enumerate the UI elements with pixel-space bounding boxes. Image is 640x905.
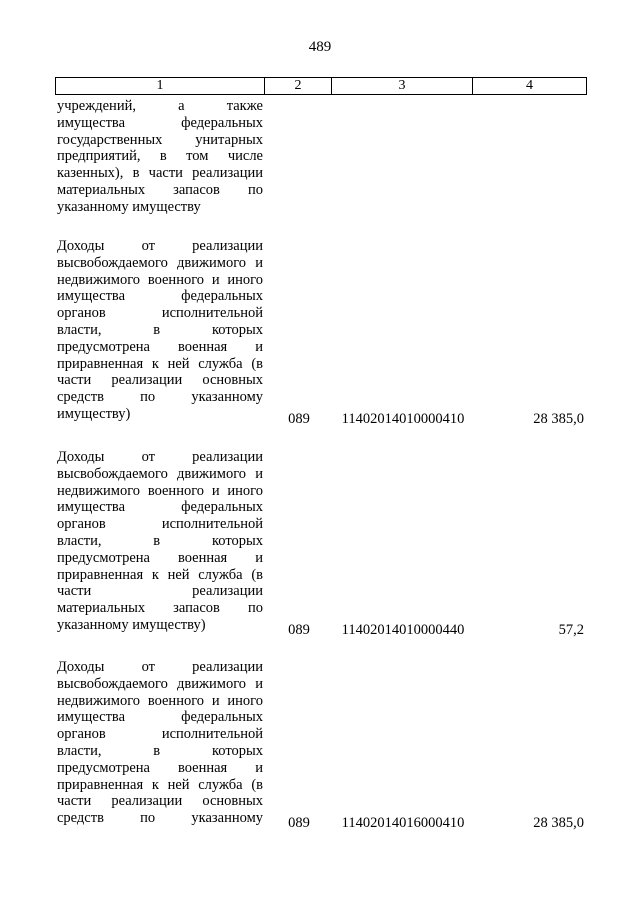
description-line: казенных), в части реализации [57, 165, 263, 182]
budget-classification-code: 11402014010000440 [341, 622, 465, 638]
description-line: недвижимого военного и иного [57, 482, 263, 499]
description-line: предусмотрена военная и [57, 338, 263, 355]
description-line: указанному имуществу [57, 198, 201, 215]
description-line: части реализации основных [57, 793, 263, 810]
description-line: власти, в которых [57, 532, 263, 549]
description-line: имущества федеральных [57, 499, 263, 516]
description-line: органов исполнительной [57, 516, 263, 533]
description-line: имущества федеральных [57, 709, 263, 726]
description-line: недвижимого военного и иного [57, 271, 263, 288]
column-header-4: 4 [473, 78, 587, 95]
budget-classification-code: 11402014016000410 [341, 815, 465, 831]
admin-code: 089 [288, 815, 310, 831]
description-line: имущества федеральных [57, 114, 263, 131]
description-line: государственных унитарных [57, 131, 263, 148]
description-line: власти, в которых [57, 321, 263, 338]
budget-classification-code: 11402014010000410 [341, 411, 465, 427]
table-header [55, 77, 587, 95]
admin-code: 089 [288, 411, 310, 427]
description-line: власти, в которых [57, 742, 263, 759]
description-line: материальных запасов по [57, 181, 263, 198]
description-line: недвижимого военного и иного [57, 692, 263, 709]
description-line: средств по указанному [57, 810, 263, 827]
amount-value: 28 385,0 [533, 411, 584, 427]
description-line: приравненная к ней служба (в [57, 566, 263, 583]
description-line: предусмотрена военная и [57, 549, 263, 566]
column-header-1: 1 [56, 78, 265, 95]
description-line: высвобождаемого движимого и [57, 675, 263, 692]
page-number: 489 [308, 39, 332, 55]
column-header-3: 3 [332, 78, 473, 95]
description-line: приравненная к ней служба (в [57, 355, 263, 372]
description-line: имущества федеральных [57, 288, 263, 305]
amount-value: 28 385,0 [533, 815, 584, 831]
row-description [57, 449, 263, 634]
description-line: приравненная к ней служба (в [57, 776, 263, 793]
description-line: высвобождаемого движимого и [57, 254, 263, 271]
description-line: имуществу) [57, 405, 131, 422]
description-line: предусмотрена военная и [57, 759, 263, 776]
column-header-2: 2 [265, 78, 332, 95]
description-line: предприятий, в том числе [57, 148, 263, 165]
description-line: высвобождаемого движимого и [57, 465, 263, 482]
description-line: средств по указанному [57, 389, 263, 406]
description-line: органов исполнительной [57, 305, 263, 322]
description-line: Доходы от реализации [57, 449, 263, 465]
description-line: части реализации основных [57, 372, 263, 389]
row-description [57, 238, 263, 423]
row-description [57, 659, 263, 827]
description-line: материальных запасов по [57, 600, 263, 617]
description-line: Доходы от реализации [57, 238, 263, 254]
admin-code: 089 [288, 622, 310, 638]
description-line: учреждений, а также [57, 98, 263, 114]
description-line: указанному имуществу) [57, 616, 206, 633]
row-description [57, 98, 263, 216]
description-line: Доходы от реализации [57, 659, 263, 675]
description-line: части реализации [57, 583, 263, 600]
amount-value: 57,2 [558, 622, 584, 638]
description-line: органов исполнительной [57, 726, 263, 743]
